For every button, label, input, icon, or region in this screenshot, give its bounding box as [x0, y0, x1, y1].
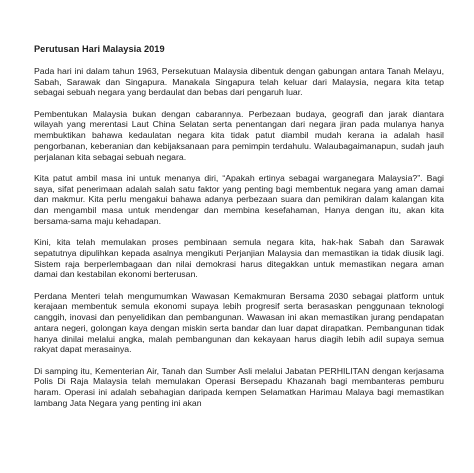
- paragraph-5: Perdana Menteri telah mengumumkan Wawasan Kemakmuran Bersama 2030 sebagai platform untuk kerajaan membentuk semula ekonomi supaya lebih progresif serta berasaskan penggunaan teknologi canggih, inovasi dan penyelidikan dan pembangunan. Wawasan ini akan memastikan jurang pendapatan antara negeri, golongan kaya dengan miskin serta bandar dan luar dapat dirapatkan. Pembangunan tidak hanya dinilai melalui angka, malah pembangunan dan kekayaan harus diagih lebih adil supaya semua rakyat dapat merasainya.: [34, 290, 444, 355]
- paragraph-4: Kini, kita telah memulakan proses pembinaan semula negara kita, hak-hak Sabah dan Sarawak sepatutnya dipulihkan kepada asalnya mengikuti Perjanjian Malaysia dan memastikan ia tidak diusik lagi. Sistem raja berperlembagaan dan nilai demokrasi harus ditegakkan untuk memastikan negara aman damai dan kestabilan ekonomi berterusan.: [34, 237, 444, 280]
- paragraph-1: Pada hari ini dalam tahun 1963, Persekutuan Malaysia dibentuk dengan gabungan antara Tanah Melayu, Sabah, Sarawak dan Singapura. Manakala Singapura telah keluar dari Malaysia, negara kita tetap sebagai sebuah negara yang berdaulat dan bebas dari pengaruh luar.: [34, 65, 444, 98]
- paragraph-6: Di samping itu, Kementerian Air, Tanah dan Sumber Asli melalui Jabatan PERHILITAN dengan kerjasama Polis Di Raja Malaysia telah memulakan Operasi Bersepadu Khazanah bagi membanteras pemburu haram. Operasi ini adalah sebahagian daripada kempen Selamatkan Harimau Malaya bagi memastikan lambang Jata Negara yang penting ini akan: [34, 365, 444, 408]
- document-title: Perutusan Hari Malaysia 2019: [34, 44, 165, 54]
- paragraph-3: Kita patut ambil masa ini untuk menanya diri, “Apakah ertinya sebagai warganegara Malaysia?”. Bagi saya, sifat penerimaan adalah salah satu faktor yang penting bagi membentuk negara yang aman damai dan makmur. Kita perlu mengakui bahawa adanya perbezaan suara dan pemikiran dalam kalangan kita dan mengambil masa untuk mendengar dan membina kesefahaman, Hanya dengan itu, akan kita bersama-sama maju kehadapan.: [34, 172, 444, 226]
- paragraph-2: Pembentukan Malaysia bukan dengan cabarannya. Perbezaan budaya, geografi dan jarak diantara wilayah yang merentasi Laut China Selatan serta penentangan dari negara jiran pada mulanya hanya membuktikan bahawa kedaulatan negara kita tidak patut diambil mudah kerana ia adalah hasil pengorbanan, keberanian dan kebijaksanaan para pemimpin terdahulu. Walaubagaimanapun, sudah jauh perjalanan kita sebagai sebuah negara.: [34, 108, 444, 162]
- document-body: [34, 44, 444, 419]
